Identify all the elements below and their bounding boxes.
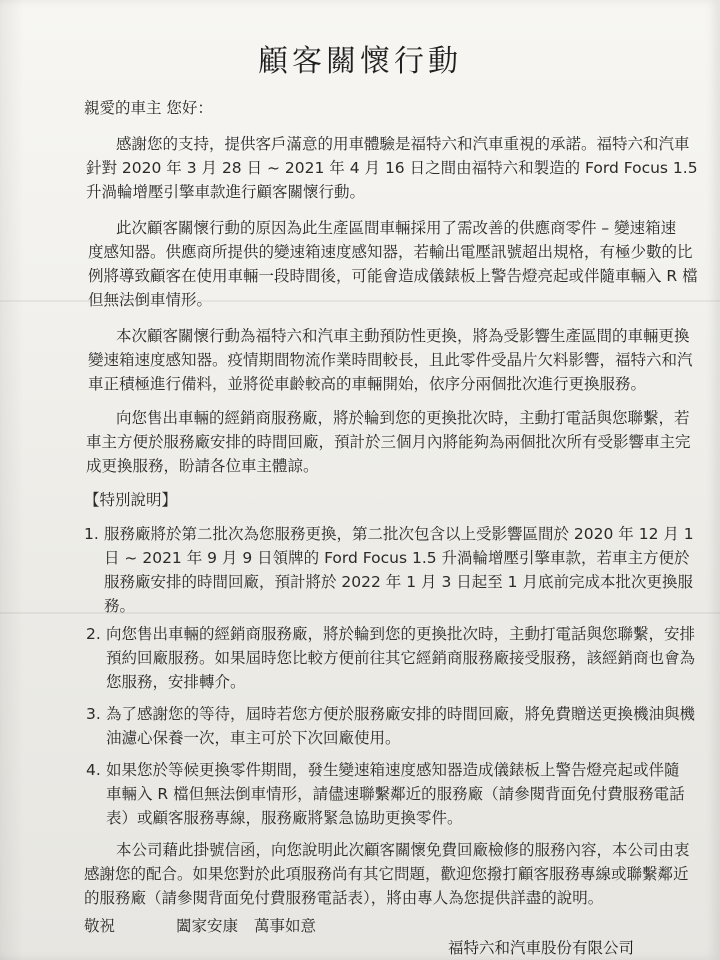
paragraph-4-line-3: 成更換服務，盼請各位車主體諒。: [86, 457, 319, 475]
item-4-number: 4.: [86, 761, 101, 779]
paragraph-3-line-2: 變速箱速度感知器。疫情期間物流作業時間較長，且此零件受晶片欠料影響，福特六和汽: [88, 351, 693, 369]
item-4-line-1: 如果您於等候更換零件期間，發生變速箱速度感知器造成儀錶板上警告燈亮起或伴隨: [106, 761, 680, 779]
item-2-line-3: 您服務，安排轉介。: [106, 673, 246, 691]
closing-line-1: 本公司藉此掛號信函，向您說明此次顧客關懷免費回廠檢修的服務內容，本公司由衷: [116, 841, 690, 859]
paragraph-1-line-2: 針對 2020 年 3 月 28 日 ~ 2021 年 4 月 16 日之間由福特六和製造的 Ford Focus 1.5: [86, 159, 698, 177]
item-3-line-2: 油濾心保養一次，車主可於下次回廠使用。: [106, 729, 401, 747]
paragraph-2-line-3: 例將導致顧客在使用車輛一段時間後，可能會造成儀錶板上警告燈亮起或伴隨車輛入 R 檔: [88, 267, 698, 285]
sign-off-greeting: 敬祝: [84, 917, 116, 935]
paragraph-2-line-4: 但無法倒車情形。: [88, 291, 213, 309]
letter-title: 顧客關懷行動: [258, 44, 462, 79]
paragraph-3-line-1: 本次顧客關懷行動為福特六和汽車主動預防性更換，將為受影響生產區間的車輛更換: [116, 327, 690, 345]
item-1-line-1: 服務廠將於第二批次為您服務更換，第二批次包含以上受影響區間於 2020 年 12 月 1: [104, 525, 694, 543]
item-2-line-2: 預約回廠服務。如果屆時您比較方便前往其它經銷商服務廠接受服務，該經銷商也會為: [106, 649, 696, 667]
item-1-line-4: 務。: [104, 597, 136, 615]
item-2-number: 2.: [86, 625, 101, 643]
paragraph-4-line-2: 車主方便於服務廠安排的時間回廠，預計於三個月內將能夠為兩個批次所有受影響車主完: [86, 433, 691, 451]
paragraph-4-line-1: 向您售出車輛的經銷商服務廠，將於輪到您的更換批次時，主動打電話與您聯繫，若: [116, 409, 690, 427]
paper-edge-shadow: [0, 0, 24, 960]
item-1-line-3: 服務廠安排的時間回廠，預計將於 2022 年 1 月 3 日起至 1 月底前完成本批次更換服: [104, 573, 693, 591]
sign-off-wish-1: 闔家安康: [176, 917, 239, 935]
paragraph-3-line-3: 車正積極進行備料，並將從車齡較高的車輛開始，依序分兩個批次進行更換服務。: [88, 375, 647, 393]
item-1-line-2: 日 ~ 2021 年 9 月 9 日領牌的 Ford Focus 1.5 升渦輪增壓引擎車款，若車主方便於: [104, 549, 690, 567]
item-1-number: 1.: [84, 525, 99, 543]
closing-line-2: 感謝您的配合。如果您對於此項服務尚有其它問題，歡迎您撥打顧客服務專線或聯繫鄰近: [84, 865, 689, 883]
item-3-line-1: 為了感謝您的等待，屆時若您方便於服務廠安排的時間回廠，將免費贈送更換機油與機: [106, 705, 696, 723]
special-notes-heading: 【特別說明】: [84, 491, 178, 509]
item-4-line-2: 車輛入 R 檔但無法倒車情形，請儘速聯繫鄰近的服務廠（請參閱背面免付費服務電話: [106, 785, 685, 803]
paragraph-1-line-1: 感謝您的支持，提供客戶滿意的用車體驗是福特六和汽車重視的承諾。福特六和汽車: [116, 135, 690, 153]
item-4-line-3: 表）或顧客服務專線，服務廠將緊急協助更換零件。: [106, 809, 463, 827]
salutation: 親愛的車主 您好：: [84, 99, 213, 117]
company-name: 福特六和汽車股份有限公司: [447, 939, 634, 957]
item-3-number: 3.: [86, 705, 101, 723]
sign-off-wish-2: 萬事如意: [254, 917, 317, 935]
paragraph-1-line-3: 升渦輪增壓引擎車款進行顧客關懷行動。: [86, 183, 366, 201]
closing-line-3: 的服務廠（請參閱背面免付費服務電話表），將由專人為您提供詳盡的說明。: [84, 889, 604, 907]
paragraph-2-line-1: 此次顧客關懷行動的原因為此生產區間車輛採用了需改善的供應商零件 – 變速箱速: [116, 219, 677, 237]
item-2-line-1: 向您售出車輛的經銷商服務廠，將於輪到您的更換批次時，主動打電話與您聯繫，安排: [106, 625, 696, 643]
paragraph-2-line-2: 度感知器。供應商所提供的變速箱速度感知器，若輸出電壓訊號超出規格，有極少數的比: [88, 243, 693, 261]
